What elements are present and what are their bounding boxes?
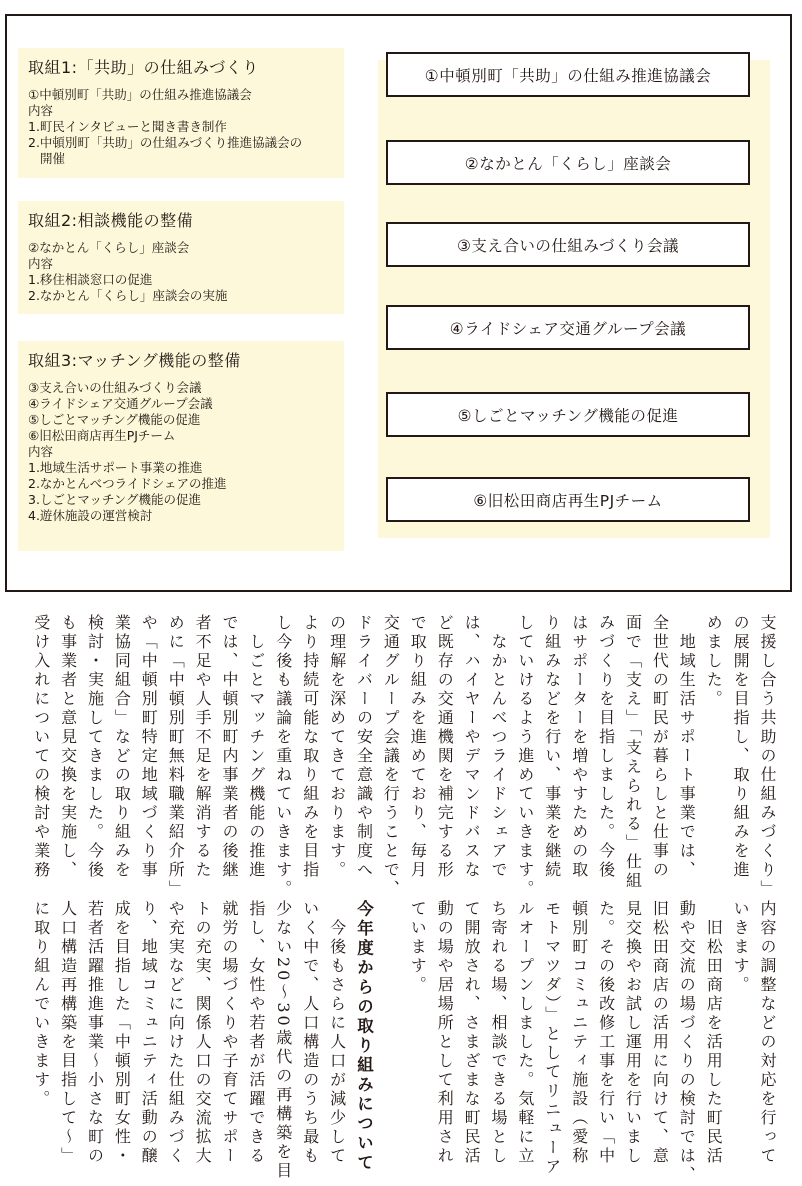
text-column: モトマツダ）」としてリニューア xyxy=(542,900,562,1177)
text-column: はサポーターを増やすための取 xyxy=(569,614,589,880)
card-initiative-1 xyxy=(18,48,344,178)
card-line: ②なかとん「くらし」座談会 xyxy=(28,240,190,255)
text-column: 動の場や居場所として利用され xyxy=(435,900,455,1166)
text-column: は、ハイヤーやデマンドバスな xyxy=(462,614,482,880)
card-line: 1.町民インタビューと聞き書き制作 xyxy=(28,119,227,134)
text-column: 全世代の町民が暮らしと仕事の xyxy=(650,614,670,880)
card-line: ⑥旧松田商店再生PJチーム xyxy=(28,428,176,443)
text-column: 見交換やお試し運用を行いまし xyxy=(623,900,643,1166)
right-column-background xyxy=(378,60,770,538)
card-line: ①中頓別町「共助」の仕組み推進協議会 xyxy=(28,87,252,102)
card-line: 内容 xyxy=(28,103,54,118)
card-line: 4.遊休施設の運営検討 xyxy=(28,508,153,523)
section-heading: 今年度からの取り組みについて xyxy=(354,900,374,1173)
text-column: り、地域コミュニティ活動の醸 xyxy=(139,900,159,1166)
text-column: 検討・実施してきました。今後 xyxy=(85,614,105,880)
text-column: ど既存の交通機関を補完する形 xyxy=(435,614,455,880)
text-column: ています。 xyxy=(408,900,428,995)
box-job-matching: ⑤しごとマッチング機能の促進 xyxy=(386,392,750,437)
text-column: めに「中頓別町無料職業紹介所」 xyxy=(166,614,186,899)
card-title: 取組1:「共助」の仕組みづくり xyxy=(28,58,259,77)
text-column: 就労の場づくりや子育てサポー xyxy=(220,900,239,1166)
text-column: の理解を深めてきております。 xyxy=(327,614,347,880)
text-column: 業協同組合」などの取り組みを xyxy=(112,614,132,880)
text-column: 地域生活サポート事業では、 xyxy=(677,614,697,880)
text-column: 旧松田商店を活用した町民活 xyxy=(704,900,724,1166)
text-column: 交通グループ会議を行うことで、 xyxy=(381,614,401,899)
text-column: ドライバーの安全意識や制度へ xyxy=(354,614,374,880)
text-column: 者不足や人手不足を解消するた xyxy=(193,614,213,880)
text-column: ルオープンしました。気軽に立 xyxy=(515,900,535,1166)
text-column: しごとマッチング機能の推進 xyxy=(246,614,266,880)
text-column: めました。 xyxy=(704,614,724,709)
box-council: ①中頓別町「共助」の仕組み推進協議会 xyxy=(386,52,750,97)
card-initiative-3 xyxy=(18,341,344,551)
card-title: 取組3:マッチング機能の整備 xyxy=(28,351,241,370)
text-column: していけるよう進めていきます。 xyxy=(515,614,535,899)
box-rideshare-meeting: ④ライドシェア交通グループ会議 xyxy=(386,305,750,350)
text-column: 旧松田商店の活用に向けて、意 xyxy=(650,900,670,1166)
text-column: や「中頓別町特定地域づくり事 xyxy=(139,614,159,880)
card-title: 取組2:相談機能の整備 xyxy=(28,211,194,230)
text-column: し今後も議論を重ねていきます。 xyxy=(273,614,293,899)
box-shop-team: ⑥旧松田商店再生PJチーム xyxy=(386,477,750,522)
card-line: 内容 xyxy=(28,444,54,459)
text-column: 指し、女性や若者が活躍できる xyxy=(246,900,266,1166)
text-column: 若者活躍推進事業～小さな町の xyxy=(85,900,105,1166)
card-line: ③支え合いの仕組みづくり会議 xyxy=(28,380,202,395)
text-column: 人口構造再構築を目指して～」 xyxy=(58,900,78,1166)
card-line: 内容 xyxy=(28,256,54,271)
text-column: も事業者と意見交換を実施し、 xyxy=(58,614,78,880)
text-column: 面で「支え」「支えられる」仕組 xyxy=(623,614,643,891)
text-column: の展開を目指し、取り組みを進 xyxy=(731,614,751,880)
text-column: て開放され、さまざまな町民活 xyxy=(462,900,482,1166)
text-column: みづくりを目指しました。今後 xyxy=(596,614,616,880)
text-column: 成を目指した「中頓別町女性・ xyxy=(112,900,132,1166)
card-line: 2.なかとんべつライドシェアの推進 xyxy=(28,476,227,491)
text-column: た。その後改修工事を行い「中 xyxy=(596,900,616,1166)
text-column: や充実などに向けた仕組みづく xyxy=(166,900,186,1166)
card-line: ⑤しごとマッチング機能の促進 xyxy=(28,412,201,427)
text-column: では、中頓別町内事業者の後継 xyxy=(220,614,239,880)
text-column: 今後もさらに人口が減少して xyxy=(327,900,347,1166)
card-line: 2.中頓別町「共助」の仕組みづくり推進協議会の xyxy=(28,135,303,150)
card-line: 開催 xyxy=(40,151,66,166)
text-column: 少ない20～30歳代の再構築を目 xyxy=(273,900,293,1181)
card-line: 1.地域生活サポート事業の推進 xyxy=(28,460,203,475)
card-line: 3.しごとマッチング機能の促進 xyxy=(28,492,202,507)
card-line: ④ライドシェア交通グループ会議 xyxy=(28,396,213,411)
box-discussion: ②なかとん「くらし」座談会 xyxy=(386,140,750,185)
text-column: なかとんべつライドシェアで xyxy=(489,614,508,880)
text-column: ち寄れる場、相談できる場とし xyxy=(489,900,508,1166)
card-line: 1.移住相談窓口の促進 xyxy=(28,272,153,287)
box-support-meeting: ③支え合いの仕組みづくり会議 xyxy=(386,222,750,267)
text-column: に取り組んでいきます。 xyxy=(31,900,51,1109)
text-column: 支援し合う共助の仕組みづくり」 xyxy=(758,614,777,899)
text-column: いきます。 xyxy=(731,900,751,995)
text-column: 内容の調整などの対応を行って xyxy=(758,900,777,1166)
text-column: で取り組みを進めており、毎月 xyxy=(408,614,428,880)
text-column: より持続可能な取り組みを目指 xyxy=(300,614,320,880)
text-column: 受け入れについての検討や業務 xyxy=(31,614,51,880)
card-line: 2.なかとん「くらし」座談会の実施 xyxy=(28,288,228,303)
text-column: り組みなどを行い、事業を継続 xyxy=(542,614,562,880)
card-initiative-2 xyxy=(18,201,344,314)
text-column: 頓別町コミュニティ施設（愛称 xyxy=(569,900,589,1166)
text-column: いく中で、人口構造のうち最も xyxy=(300,900,320,1166)
text-column: 動や交流の場づくりの検討では、 xyxy=(677,900,697,1185)
text-column: トの充実、関係人口の交流拡大 xyxy=(193,900,213,1166)
